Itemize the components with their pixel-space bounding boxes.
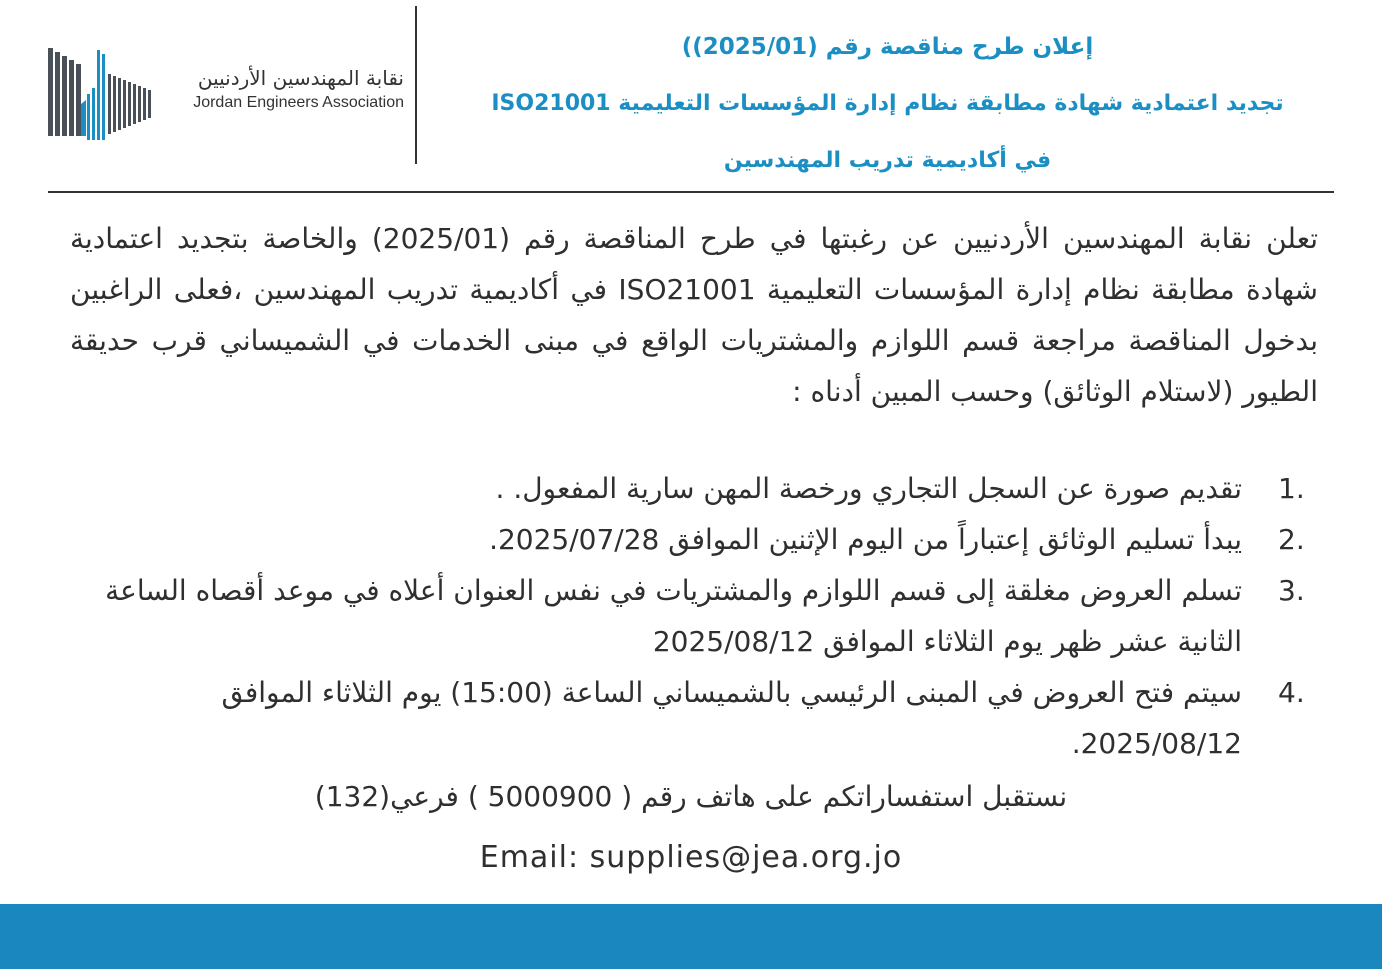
list-item-text: سيتم فتح العروض في المبنى الرئيسي بالشميساني الساعة (15:00) يوم الثلاثاء الموافق 2025/08/12. [221, 676, 1242, 760]
announcement-paragraph: تعلن نقابة المهندسين الأردنيين عن رغبتها في طرح المناقصة رقم (2025/01) والخاصة بتجديد اعتمادية شهادة مطابقة نظام إدارة المؤسسات التعليمية ISO21001 في أكاديمية تدريب المهندسين ،فعلى الراغبين بدخول المناقصة مراجعة قسم اللوازم والمشتريات الواقع في مبنى الخدمات في الشميساني قرب حديقة الطيور (لاستلام الوثائق) وحسب المبين أدناه : [70, 222, 1319, 408]
list-item-number: 3. [1278, 574, 1305, 607]
list-item-number: 1. [1278, 472, 1305, 505]
announcement-header [420, 22, 1355, 193]
logo-name-english: Jordan Engineers Association [193, 94, 404, 111]
list-item-text: يبدأ تسليم الوثائق إعتباراً من اليوم الإثنين الموافق 2025/07/28. [489, 523, 1242, 556]
jea-logo-mark-icon [46, 44, 156, 144]
jea-logo [46, 44, 406, 144]
tender-location: في أكاديمية تدريب المهندسين [723, 148, 1052, 173]
header-divider-vertical [415, 6, 417, 164]
contact-email[interactable]: Email: supplies@jea.org.jo [479, 840, 903, 875]
list-item [80, 514, 1318, 565]
tender-title: إعلان طرح مناقصة رقم (2025/01)) [681, 34, 1094, 60]
list-item-text: تسلم العروض مغلقة إلى قسم اللوازم والمشتريات في نفس العنوان أعلاه في موعد أقصاه الساعة الثانية عشر ظهر يوم الثلاثاء الموافق 2025/08/12 [105, 574, 1242, 658]
list-item [80, 565, 1318, 667]
tender-subject: تجديد اعتمادية شهادة مطابقة نظام إدارة المؤسسات التعليمية ISO21001 [491, 91, 1284, 116]
logo-name-arabic: نقابة المهندسين الأردنيين [197, 66, 404, 90]
contact-phone: نستقبل استفساراتكم على هاتف رقم ( 5000900 ) فرعي(132) [314, 780, 1068, 813]
footer-bar [0, 904, 1382, 969]
list-item [80, 667, 1318, 769]
list-item-number: 4. [1278, 676, 1305, 709]
list-item-number: 2. [1278, 523, 1305, 556]
list-item [80, 463, 1318, 514]
header-divider-horizontal [48, 191, 1334, 193]
list-item-text: تقديم صورة عن السجل التجاري ورخصة المهن سارية المفعول. . [495, 472, 1242, 505]
requirements-list [80, 463, 1318, 769]
